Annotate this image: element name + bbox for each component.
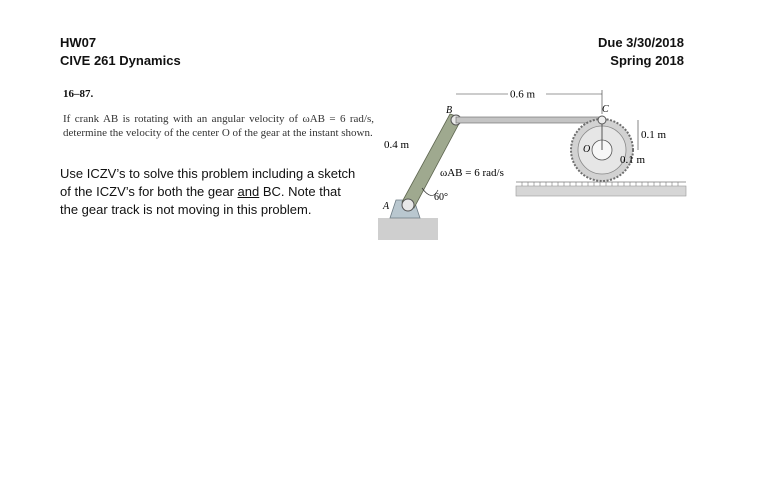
point-c-label: C: [602, 104, 609, 115]
due-date: Due 3/30/2018: [597, 35, 684, 50]
point-o-label: O: [583, 144, 591, 155]
crank-ab: [402, 114, 462, 208]
dim-bc-label: 0.6 m: [510, 88, 536, 101]
term: Spring 2018: [610, 53, 684, 68]
dim-gear-bottom-label: 0.1 m: [620, 154, 646, 166]
mechanism-figure: [376, 84, 696, 244]
header-right: [598, 34, 684, 70]
course-name: CIVE 261 Dynamics: [60, 53, 181, 68]
figure-svg: [376, 84, 696, 244]
dim-ab-label: 0.4 m: [384, 139, 410, 151]
instructions-underlined: and: [237, 184, 260, 199]
point-a-label: A: [383, 201, 390, 212]
link-bc: [456, 117, 602, 123]
instructions-part1: Use ICZV’s to solve this problem including a sketch of the ICZV’s for both the gear: [60, 166, 356, 199]
gear-track: [516, 186, 686, 196]
instructions-part2: BC. Note that the gear track is not moving in this problem.: [60, 184, 341, 217]
pin-c: [598, 116, 606, 124]
dim-gear-top-label: 0.1 m: [641, 129, 667, 141]
ground-hatch: [378, 218, 438, 240]
angle-label: 60°: [434, 192, 448, 203]
pin-a: [402, 199, 414, 211]
omega-label: ωAB = 6 rad/s: [440, 167, 504, 179]
point-b-label: B: [446, 105, 453, 116]
homework-title: HW07: [60, 35, 97, 50]
track-teeth: [522, 182, 678, 186]
instructions: [60, 165, 360, 219]
header-left: [60, 34, 181, 70]
problem-number: 16–87.: [63, 88, 94, 100]
problem-statement: If crank AB is rotating with an angular velocity of ωAB = 6 rad/s, determine the velocity of the center O of the gear at the instant shown.: [63, 113, 374, 139]
